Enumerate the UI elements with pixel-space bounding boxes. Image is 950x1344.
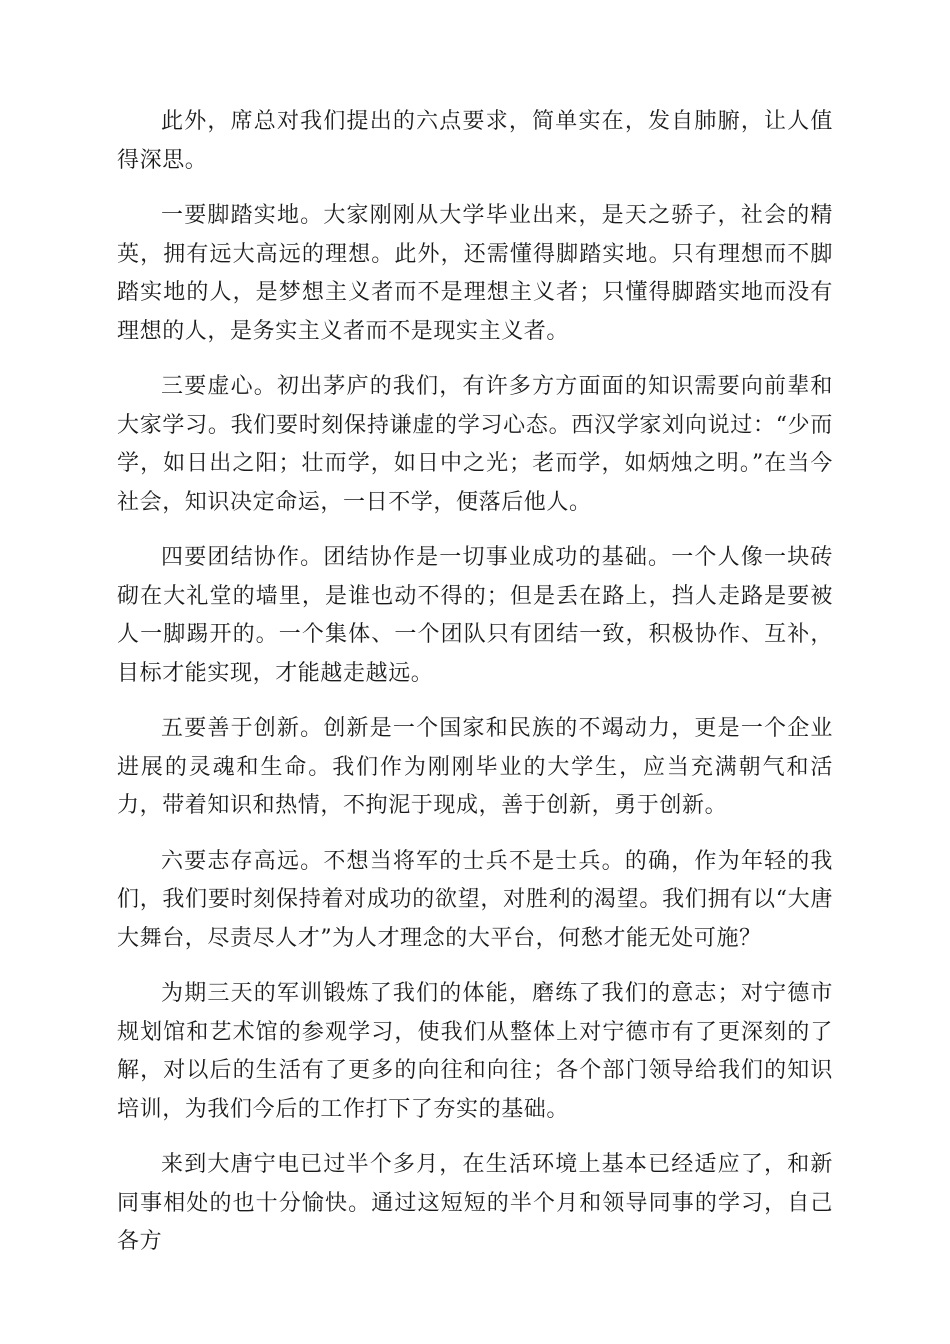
paragraph-six-requirements-intro: 此外，席总对我们提出的六点要求，简单实在，发自肺腑，让人值得深思。 bbox=[117, 109, 833, 173]
paragraph-half-month-reflection: 来到大唐宁电已过半个多月，在生活环境上基本已经适应了，和新同事相处的也十分愉快。通过这短短的半个月和领导同事的学习，自己各方 bbox=[117, 1152, 833, 1254]
paragraph-military-training: 为期三天的军训锻炼了我们的体能，磨练了我们的意志；对宁德市规划馆和艺术馆的参观学习，使我们从整体上对宁德市有了更深刻的了解，对以后的生活有了更多的向往和向往；各个部门领导给我们的知识培训，为我们今后的工作打下了夯实的基础。 bbox=[117, 981, 833, 1122]
paragraph-humility: 三要虚心。初出茅庐的我们，有许多方方面面的知识需要向前辈和大家学习。我们要时刻保持谦虚的学习心态。西汉学家刘向说过：“少而学，如日出之阳；壮而学，如日中之光；老而学，如炳烛之明。”在当今社会，知识决定命运，一日不学，便落后他人。 bbox=[117, 374, 833, 515]
paragraph-ambition: 六要志存高远。不想当将军的士兵不是士兵。的确，作为年轻的我们，我们要时刻保持着对成功的欲望，对胜利的渴望。我们拥有以“大唐大舞台，尽责尽人才”为人才理念的大平台，何愁才能无处可施？ bbox=[117, 848, 833, 951]
paragraph-innovation: 五要善于创新。创新是一个国家和民族的不竭动力，更是一个企业进展的灵魂和生命。我们作为刚刚毕业的大学生，应当充满朝气和活力，带着知识和热情，不拘泥于现成，善于创新，勇于创新。 bbox=[117, 716, 833, 818]
paragraph-teamwork: 四要团结协作。团结协作是一切事业成功的基础。一个人像一块砖砌在大礼堂的墙里，是谁也动不得的；但是丢在路上，挡人走路是要被人一脚踢开的。一个集体、一个团队只有团结一致，积极协作、互补，目标才能实现，才能越走越远。 bbox=[117, 545, 833, 686]
paragraph-down-to-earth: 一要脚踏实地。大家刚刚从大学毕业出来，是天之骄子，社会的精英，拥有远大高远的理想。此外，还需懂得脚踏实地。只有理想而不脚踏实地的人，是梦想主义者而不是理想主义者；只懂得脚踏实地而没有理想的人，是务实主义者而不是现实主义者。 bbox=[117, 203, 833, 344]
document-body bbox=[117, 103, 833, 1279]
